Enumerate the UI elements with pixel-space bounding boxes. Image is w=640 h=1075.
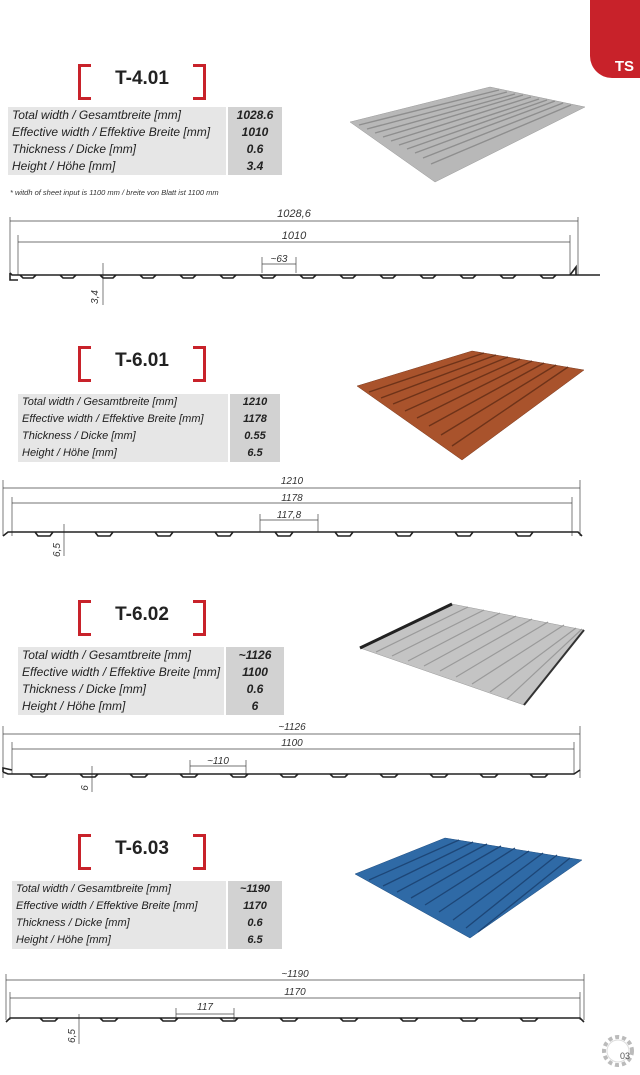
sheet-image xyxy=(352,348,592,466)
page-number: 03 xyxy=(619,1051,630,1061)
spec-label: Effective width / Effektive Breite [mm] xyxy=(18,411,228,428)
profile-drawing xyxy=(0,964,640,1054)
gear-icon xyxy=(598,1031,638,1071)
spec-table xyxy=(18,394,280,462)
spec-value: 1170 xyxy=(228,898,282,915)
spec-label: Total width / Gesamtbreite [mm] xyxy=(8,107,226,124)
dim-height-label: 6,5 xyxy=(67,1029,78,1043)
spec-label: Height / Höhe [mm] xyxy=(12,932,226,949)
sheet-image xyxy=(350,832,590,944)
spec-row xyxy=(18,698,284,715)
product-title: T-6.03 xyxy=(78,834,206,868)
sheet-image xyxy=(352,600,592,712)
dim-pitch-label: ~110 xyxy=(207,756,229,767)
brand-tab-label: TS xyxy=(614,58,634,75)
product-title: T-6.01 xyxy=(78,346,206,380)
dim-total-label: ~1126 xyxy=(278,722,306,733)
spec-value: ~1126 xyxy=(226,647,284,664)
spec-value: 0.55 xyxy=(230,428,280,445)
spec-value: 1178 xyxy=(230,411,280,428)
spec-label: Height / Höhe [mm] xyxy=(18,698,224,715)
sheet-image xyxy=(340,82,590,192)
dim-total-label: 1210 xyxy=(280,476,304,487)
spec-row xyxy=(8,124,282,141)
bracket-right-icon xyxy=(193,600,206,636)
dim-effective-label: 1178 xyxy=(281,493,303,504)
dim-pitch-label: 117 xyxy=(197,1002,213,1013)
spec-value: 3.4 xyxy=(228,158,282,175)
spec-value: 1100 xyxy=(226,664,284,681)
spec-table xyxy=(18,647,284,715)
dim-pitch-label: ~63 xyxy=(270,254,288,265)
spec-label: Effective width / Effektive Breite [mm] xyxy=(18,664,224,681)
spec-row xyxy=(18,664,284,681)
sheet-input-note: * witdh of sheet input is 1100 mm / breite von Blatt ist 1100 mm xyxy=(10,188,219,197)
dim-effective-label: 1010 xyxy=(281,230,307,242)
spec-label: Thickness / Dicke [mm] xyxy=(18,681,224,698)
spec-row xyxy=(12,898,282,915)
spec-value: 0.6 xyxy=(226,681,284,698)
spec-value: ~1190 xyxy=(228,881,282,898)
dim-effective-label: 1100 xyxy=(281,738,303,749)
dim-total-label: 1028,6 xyxy=(277,208,311,220)
profile-drawing xyxy=(0,472,640,572)
spec-value: 6.5 xyxy=(230,445,280,462)
spec-row xyxy=(12,915,282,932)
spec-row xyxy=(12,932,282,949)
spec-table xyxy=(12,881,282,949)
dim-height-label: 3,4 xyxy=(90,290,101,304)
spec-label: Total width / Gesamtbreite [mm] xyxy=(18,647,224,664)
dim-pitch-label: 117,8 xyxy=(276,510,302,521)
spec-label: Total width / Gesamtbreite [mm] xyxy=(12,881,226,898)
spec-value: 0.6 xyxy=(228,141,282,158)
spec-value: 6 xyxy=(226,698,284,715)
dim-height-label: 6,5 xyxy=(52,543,63,557)
spec-row xyxy=(8,107,282,124)
spec-label: Thickness / Dicke [mm] xyxy=(18,428,228,445)
spec-row xyxy=(18,681,284,698)
spec-label: Total width / Gesamtbreite [mm] xyxy=(18,394,228,411)
bracket-right-icon xyxy=(193,64,206,100)
spec-label: Effective width / Effektive Breite [mm] xyxy=(8,124,226,141)
profile-drawing xyxy=(0,205,640,315)
spec-row xyxy=(18,411,280,428)
profile-drawing xyxy=(0,718,640,818)
spec-label: Thickness / Dicke [mm] xyxy=(12,915,226,932)
dim-height-label: 6 xyxy=(80,785,91,791)
spec-row xyxy=(8,141,282,158)
bracket-right-icon xyxy=(193,346,206,382)
spec-row xyxy=(12,881,282,898)
product-title: T-6.02 xyxy=(78,600,206,634)
dim-effective-label: 1170 xyxy=(284,987,306,998)
spec-row xyxy=(18,394,280,411)
spec-table xyxy=(8,107,282,175)
spec-row xyxy=(18,445,280,462)
dim-total-label: ~1190 xyxy=(281,969,309,980)
spec-row xyxy=(8,158,282,175)
spec-label: Thickness / Dicke [mm] xyxy=(8,141,226,158)
spec-label: Height / Höhe [mm] xyxy=(8,158,226,175)
spec-value: 1010 xyxy=(228,124,282,141)
spec-label: Effective width / Effektive Breite [mm] xyxy=(12,898,226,915)
spec-value: 1028.6 xyxy=(228,107,282,124)
bracket-right-icon xyxy=(193,834,206,870)
spec-row xyxy=(18,647,284,664)
spec-row xyxy=(18,428,280,445)
spec-value: 0.6 xyxy=(228,915,282,932)
spec-value: 6.5 xyxy=(228,932,282,949)
spec-value: 1210 xyxy=(230,394,280,411)
spec-label: Height / Höhe [mm] xyxy=(18,445,228,462)
product-title: T-4.01 xyxy=(78,64,206,98)
